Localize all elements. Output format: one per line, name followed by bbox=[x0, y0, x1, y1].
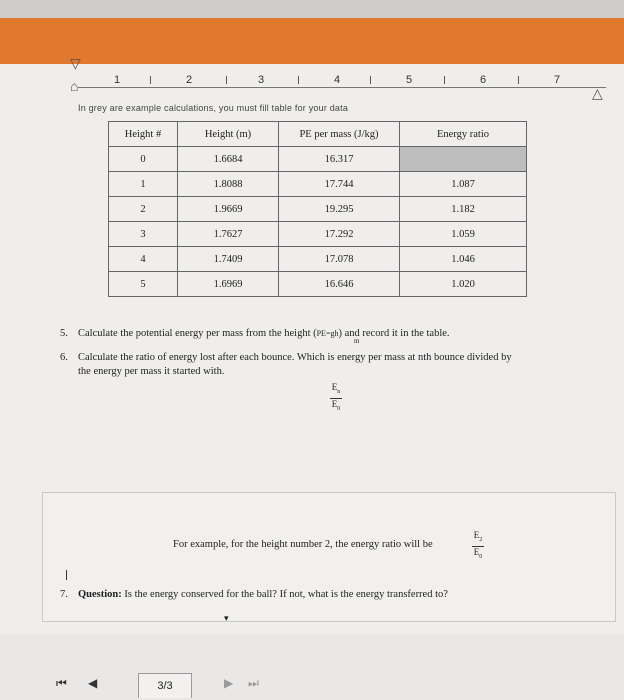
ruler-number: 1 bbox=[114, 74, 121, 86]
table-row bbox=[109, 222, 527, 247]
table-row bbox=[109, 147, 527, 172]
ruler-tick bbox=[444, 76, 445, 84]
table-cell[interactable]: 17.744 bbox=[279, 172, 400, 197]
table-cell[interactable]: 1.7409 bbox=[178, 247, 279, 272]
table-cell[interactable]: 17.078 bbox=[279, 247, 400, 272]
question-7-number: 7. bbox=[60, 589, 68, 600]
ruler-number: 2 bbox=[186, 74, 193, 86]
fraction-numerator bbox=[331, 382, 341, 395]
answer-box[interactable] bbox=[42, 492, 616, 622]
left-margin-marker-icon[interactable]: ⌂ bbox=[70, 80, 79, 95]
ruler-number: 7 bbox=[554, 74, 561, 86]
example-numerator-symbol: E bbox=[473, 530, 480, 540]
example-denominator bbox=[473, 546, 483, 560]
question-7-text: Is the energy conserved for the ball? If not, what is the energy transferred to? bbox=[124, 589, 448, 600]
question-6-number: 6. bbox=[60, 352, 68, 363]
ruler-number: 4 bbox=[334, 74, 341, 86]
ruler-tick bbox=[298, 76, 299, 84]
ruler[interactable] bbox=[78, 72, 606, 94]
page-indicator[interactable]: 3/3 bbox=[138, 673, 192, 698]
table-cell[interactable]: 1.6684 bbox=[178, 147, 279, 172]
table-cell[interactable]: 0 bbox=[109, 147, 178, 172]
ruler-number: 6 bbox=[480, 74, 487, 86]
fraction-denominator bbox=[331, 398, 341, 412]
question-6-line-1: Calculate the ratio of energy lost after each bounce. Which is energy per mass at nth bounce divided by bbox=[78, 352, 512, 363]
table-header: Height (m) bbox=[178, 122, 279, 147]
data-table bbox=[108, 121, 527, 297]
table-row bbox=[109, 247, 527, 272]
left-indent-marker-icon[interactable]: ▽ bbox=[70, 57, 81, 72]
table-cell[interactable]: 1.087 bbox=[400, 172, 527, 197]
intro-text: In grey are example calculations, you must fill table for your data bbox=[78, 103, 349, 113]
example-fraction bbox=[472, 531, 484, 562]
question-5-formula: PE=gh bbox=[316, 329, 339, 338]
table-cell[interactable]: 1 bbox=[109, 172, 178, 197]
table-cell[interactable]: 1.046 bbox=[400, 247, 527, 272]
next-page-icon[interactable]: ▶ bbox=[224, 676, 234, 690]
example-numerator-subscript: 2 bbox=[479, 536, 483, 543]
question-6-line-2: the energy per mass it started with. bbox=[78, 366, 225, 377]
ruler-tick bbox=[226, 76, 227, 84]
table-cell[interactable]: 3 bbox=[109, 222, 178, 247]
last-page-icon[interactable]: ⏭ bbox=[248, 676, 259, 690]
table-cell[interactable]: 4 bbox=[109, 247, 178, 272]
question-5-lead: Calculate the potential energy per mass from the height ( bbox=[78, 328, 317, 339]
table-cell[interactable]: 1.182 bbox=[400, 197, 527, 222]
ruler-number: 5 bbox=[406, 74, 413, 86]
previous-page-icon[interactable]: ◀ bbox=[88, 676, 98, 690]
table-header: Energy ratio bbox=[400, 122, 527, 147]
ruler-line bbox=[78, 87, 606, 88]
table-header-row bbox=[109, 122, 527, 147]
table-cell[interactable]: 17.292 bbox=[279, 222, 400, 247]
table-cell[interactable]: 16.646 bbox=[279, 272, 400, 297]
energy-ratio-fraction bbox=[330, 383, 342, 414]
fraction-denominator-symbol: E bbox=[331, 398, 338, 409]
example-denominator-subscript: 0 bbox=[479, 553, 483, 560]
right-indent-marker-icon[interactable]: △ bbox=[592, 87, 603, 102]
top-strip bbox=[0, 0, 624, 18]
question-5-formula-denominator: m bbox=[354, 337, 360, 345]
example-text: For example, for the height number 2, the energy ratio will be bbox=[173, 539, 433, 550]
table-cell[interactable]: 1.059 bbox=[400, 222, 527, 247]
table-cell[interactable]: 1.020 bbox=[400, 272, 527, 297]
table-cell[interactable]: 1.6969 bbox=[178, 272, 279, 297]
table-cell[interactable]: 1.8088 bbox=[178, 172, 279, 197]
table-cell[interactable]: 19.295 bbox=[279, 197, 400, 222]
question-5-text bbox=[78, 327, 450, 340]
table-cell[interactable]: 1.9669 bbox=[178, 197, 279, 222]
question-5-number: 5. bbox=[60, 328, 68, 339]
example-denominator-symbol: E bbox=[473, 546, 480, 557]
table-cell[interactable]: 16.317 bbox=[279, 147, 400, 172]
ruler-tick bbox=[370, 76, 371, 84]
ruler-tick bbox=[150, 76, 151, 84]
text-cursor bbox=[66, 570, 67, 580]
question-7-label: Question: bbox=[78, 589, 122, 600]
fraction-denominator-subscript: 0 bbox=[337, 405, 341, 412]
table-cell[interactable]: 2 bbox=[109, 197, 178, 222]
ruler-number: 3 bbox=[258, 74, 265, 86]
page-navigation-bar bbox=[0, 634, 624, 700]
ruler-tick bbox=[518, 76, 519, 84]
fraction-numerator-subscript: n bbox=[337, 388, 341, 395]
mouse-pointer-icon: ▾ bbox=[224, 613, 229, 623]
table-cell[interactable] bbox=[400, 147, 527, 172]
fraction-numerator-symbol: E bbox=[331, 382, 338, 392]
header-bar bbox=[0, 18, 624, 64]
table-cell[interactable]: 1.7627 bbox=[178, 222, 279, 247]
table-row bbox=[109, 172, 527, 197]
question-5-end: ) and record it in the table. bbox=[338, 328, 450, 339]
table-cell[interactable]: 5 bbox=[109, 272, 178, 297]
table-header: Height # bbox=[109, 122, 178, 147]
table-row bbox=[109, 197, 527, 222]
example-numerator bbox=[473, 530, 483, 543]
question-7 bbox=[78, 588, 448, 601]
table-header: PE per mass (J/kg) bbox=[279, 122, 400, 147]
first-page-icon[interactable]: ⏮ bbox=[56, 676, 67, 690]
table-row bbox=[109, 272, 527, 297]
